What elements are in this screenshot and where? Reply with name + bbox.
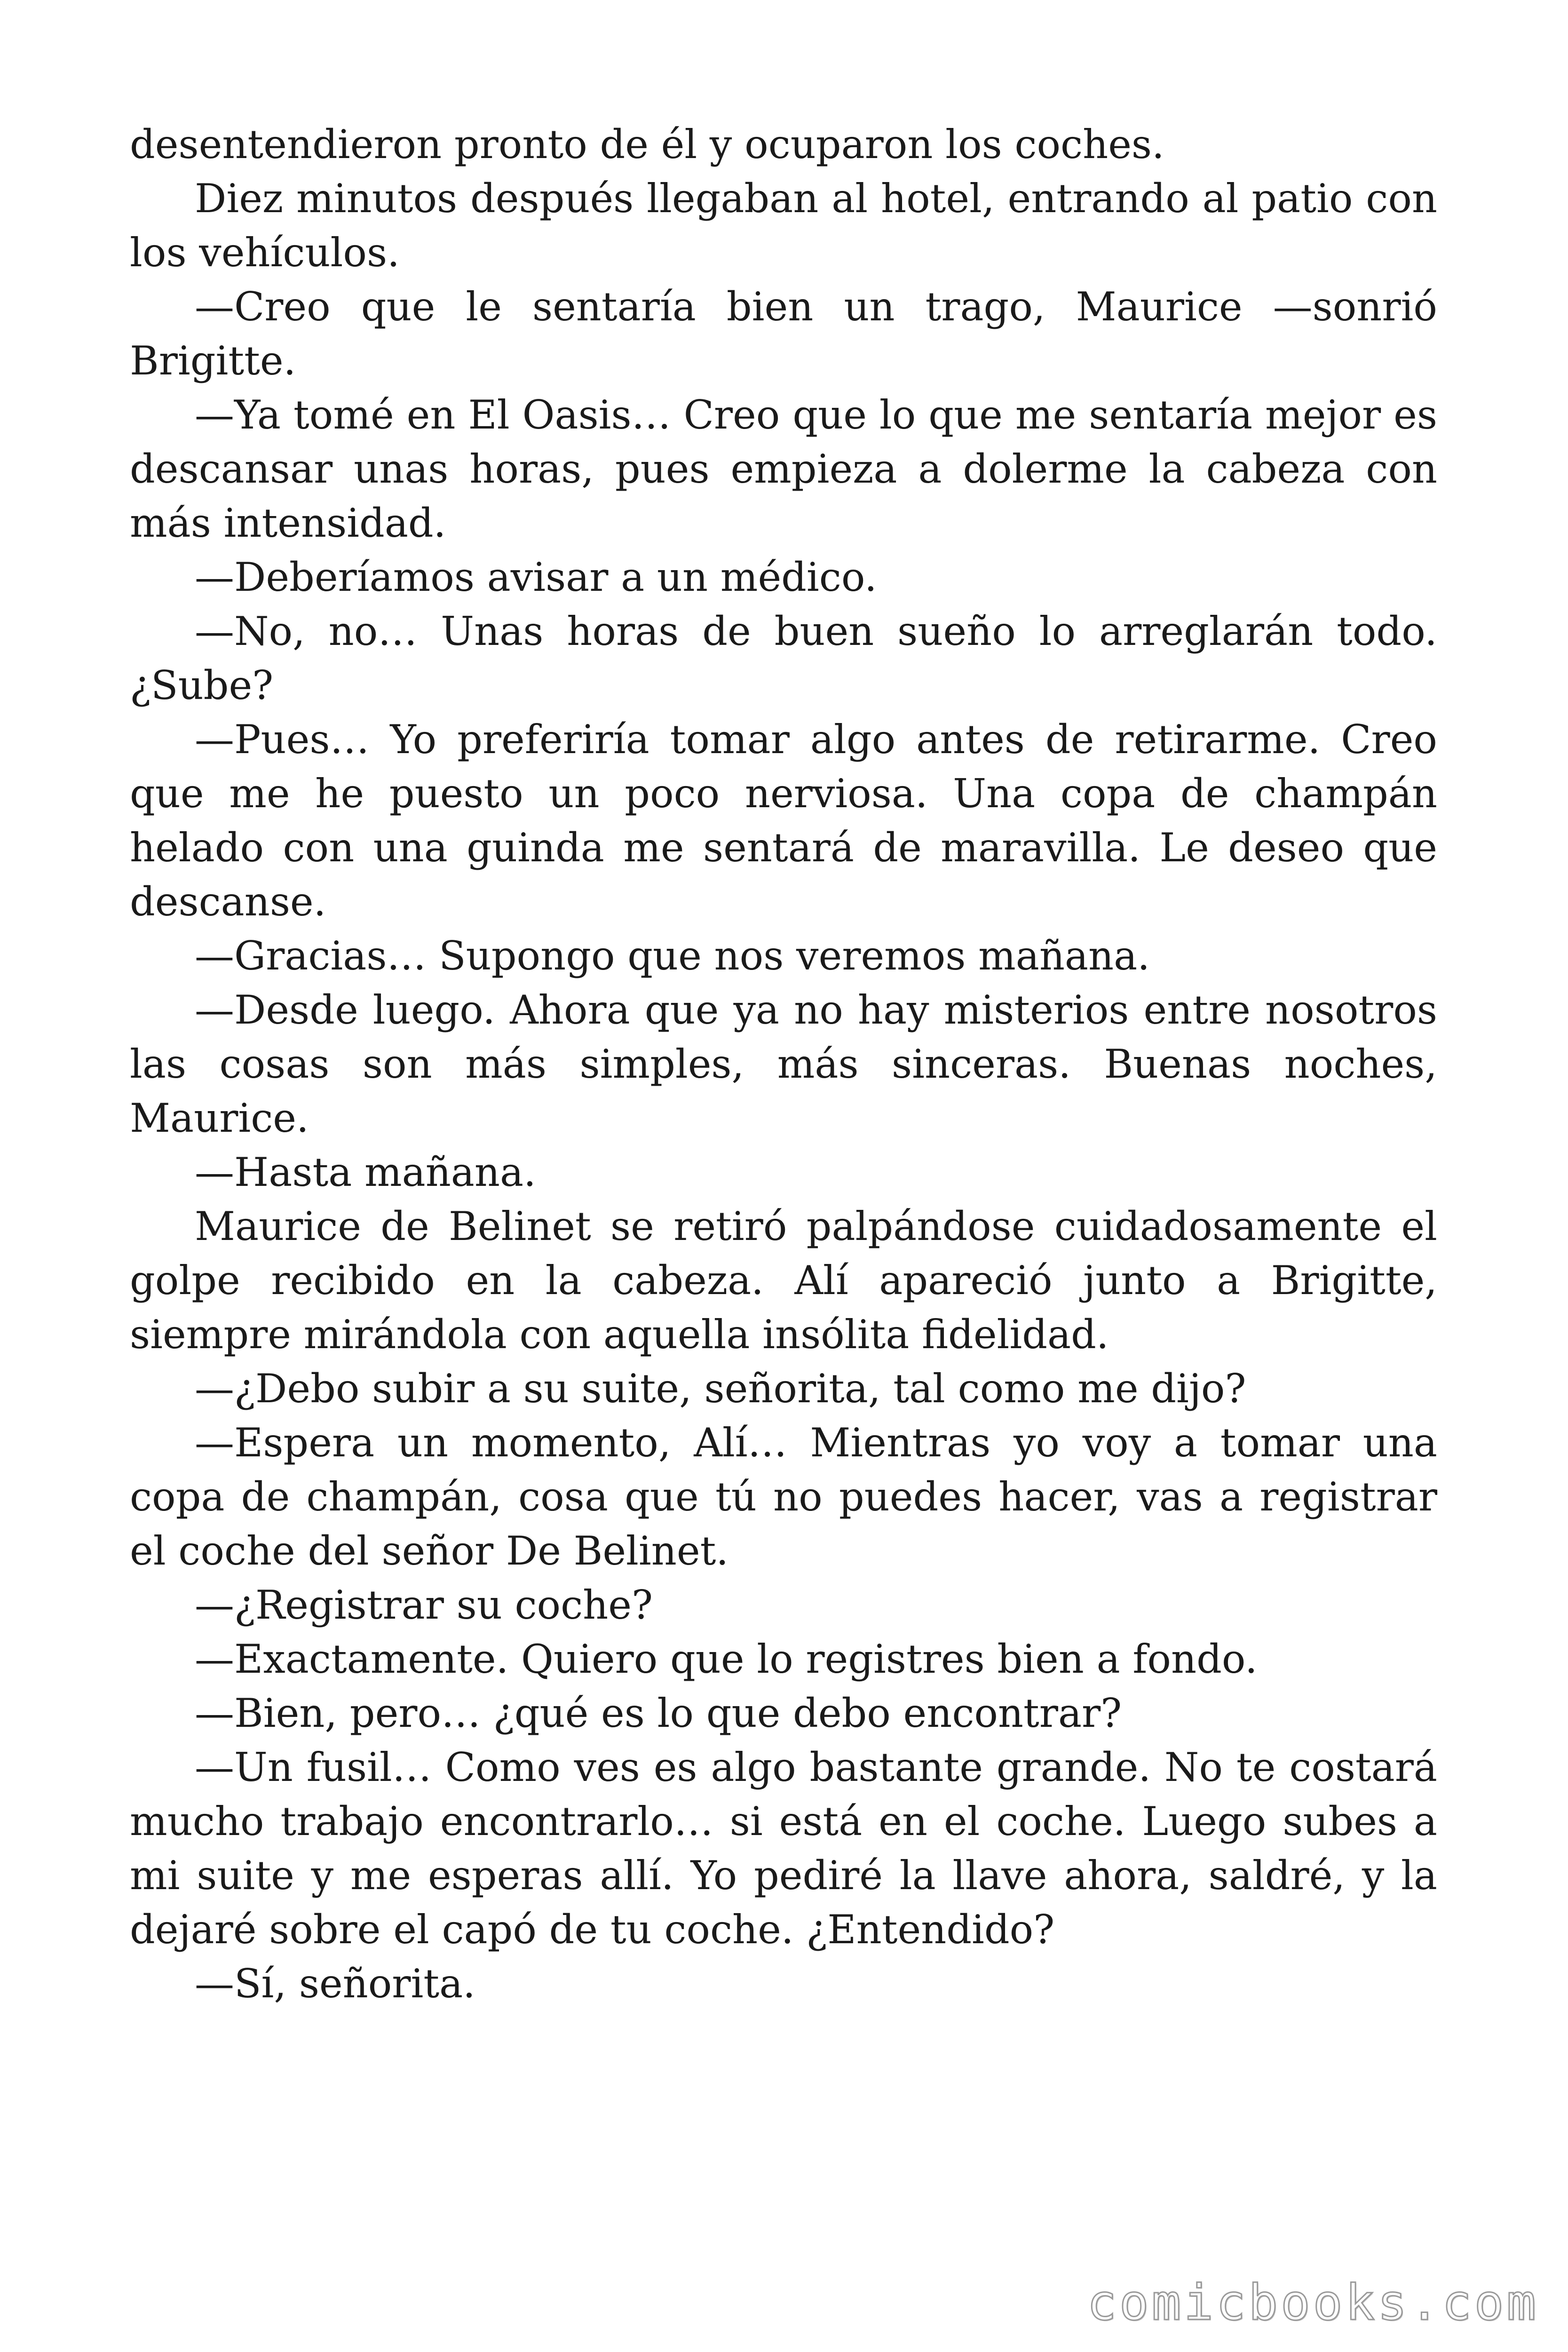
paragraph: —Gracias… Supongo que nos veremos mañana. bbox=[195, 933, 1150, 979]
paragraph: Maurice de Belinet se retiró palpándose cuidadosamente el golpe recibido en la cabeza. Alí apareció junto a Brigitte, siempre mirándola con aquella insólita fidelidad. bbox=[130, 1203, 1437, 1358]
paragraph: —Sí, señorita. bbox=[195, 1961, 475, 2007]
paragraph: —Exactamente. Quiero que lo registres bien a fondo. bbox=[195, 1636, 1258, 1682]
watermark: comicbooks.com bbox=[1087, 2274, 1539, 2331]
paragraph: —Deberíamos avisar a un médico. bbox=[195, 554, 877, 600]
paragraph: —Pues… Yo preferiría tomar algo antes de retirarme. Creo que me he puesto un poco nerviosa. Una copa de champán helado con una guinda me sentará de maravilla. Le deseo que descanse. bbox=[130, 716, 1437, 925]
paragraph: —No, no… Unas horas de buen sueño lo arreglarán todo. ¿Sube? bbox=[130, 608, 1437, 708]
page-text bbox=[130, 118, 1437, 2011]
paragraph: —¿Debo subir a su suite, señorita, tal como me dijo? bbox=[195, 1366, 1246, 1412]
paragraph: —Desde luego. Ahora que ya no hay misterios entre nosotros las cosas son más simples, más sinceras. Buenas noches, Maurice. bbox=[130, 987, 1437, 1141]
paragraph: —¿Registrar su coche? bbox=[195, 1582, 653, 1628]
paragraph: —Creo que le sentaría bien un trago, Maurice —sonrió Brigitte. bbox=[130, 284, 1437, 384]
paragraph: desentendieron pronto de él y ocuparon los coches. bbox=[130, 121, 1164, 167]
paragraph: —Un fusil… Como ves es algo bastante grande. No te costará mucho trabajo encontrarlo… si está en el coche. Luego subes a mi suite y me esperas allí. Yo pediré la llave ahora, saldré, y la dejaré sobre el capó de tu coche. ¿Entendido? bbox=[130, 1744, 1437, 1953]
paragraph: Diez minutos después llegaban al hotel, entrando al patio con los vehículos. bbox=[130, 175, 1437, 276]
paragraph: —Hasta mañana. bbox=[195, 1149, 536, 1195]
paragraph: —Espera un momento, Alí… Mientras yo voy a tomar una copa de champán, cosa que tú no puedes hacer, vas a registrar el coche del señor De Belinet. bbox=[130, 1420, 1437, 1574]
paragraph: —Bien, pero… ¿qué es lo que debo encontrar? bbox=[195, 1690, 1122, 1736]
paragraph: —Ya tomé en El Oasis… Creo que lo que me sentaría mejor es descansar unas horas, pues empieza a dolerme la cabeza con más intensidad. bbox=[130, 392, 1437, 546]
